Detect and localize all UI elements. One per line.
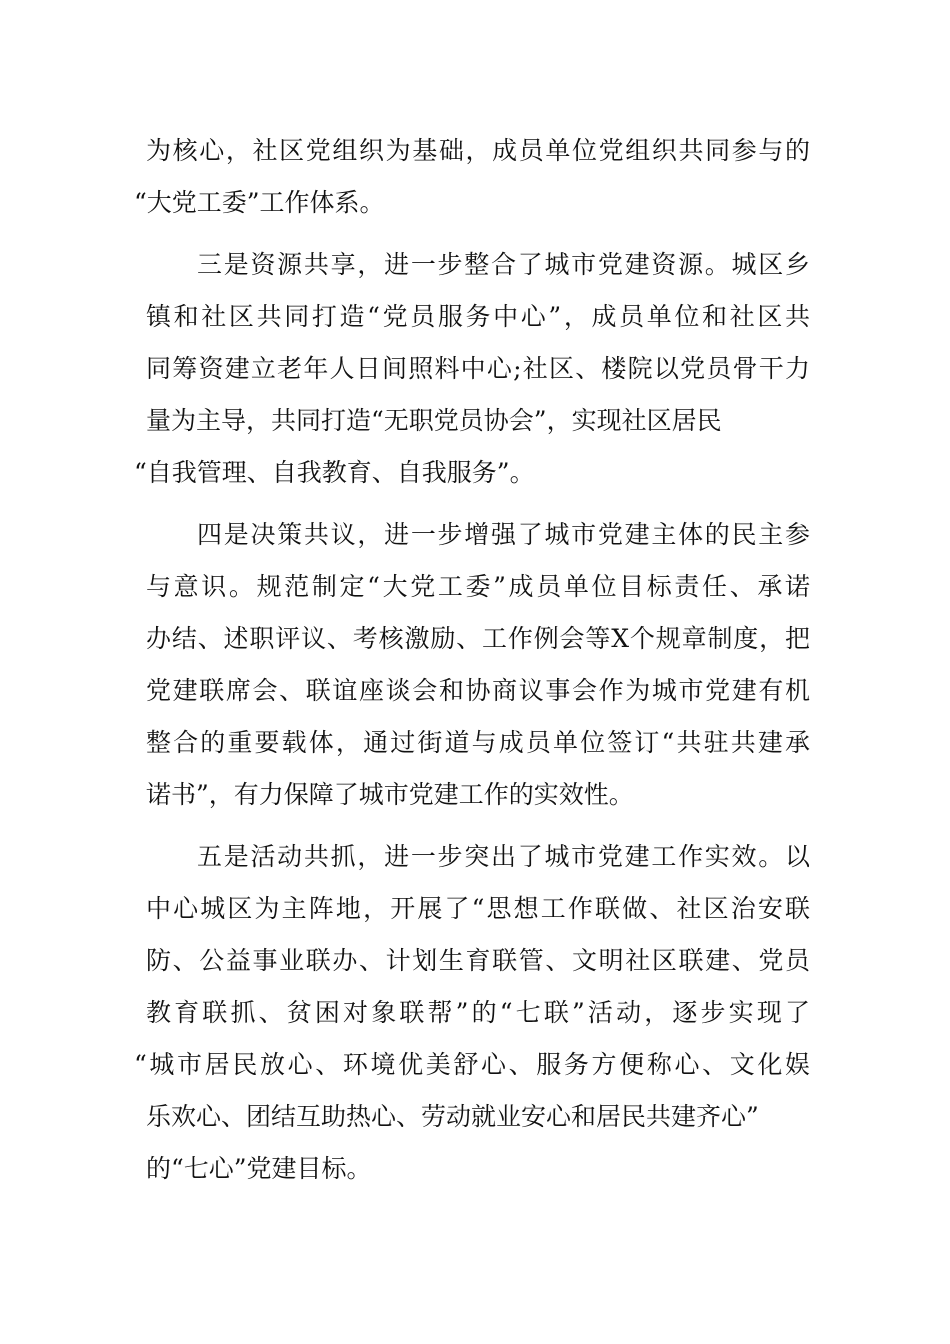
paragraph-line: 镇和社区共同打造“党员服务中心”，成员单位和社区共 (146, 302, 810, 331)
document-body (134, 132, 810, 1202)
paragraph-line: 三是资源共享，进一步整合了城市党建资源。城区乡 (197, 250, 810, 279)
paragraph-line: “城市居民放心、环境优美舒心、服务方便称心、文化娱 (134, 1050, 810, 1079)
paragraph-line: 教育联抓、贫困对象联帮”的“七联”活动，逐步实现了 (146, 998, 810, 1027)
paragraph-line: “大党工委”工作体系。 (134, 188, 385, 217)
paragraph-line: 量为主导，共同打造“无职党员协会”，实现社区居民 (146, 406, 722, 435)
paragraph-line: 的“七心”党建目标。 (146, 1154, 372, 1183)
paragraph-line: 党建联席会、联谊座谈会和协商议事会作为城市党建有机 (146, 676, 810, 705)
paragraph-line: 乐欢心、团结互助热心、劳动就业安心和居民共建齐心” (146, 1102, 759, 1131)
paragraph-joint-activities (134, 838, 810, 1202)
paragraph-resource-sharing (134, 246, 810, 506)
paragraph-line: 四是决策共议，进一步增强了城市党建主体的民主参 (197, 520, 810, 549)
paragraph-line: 五是活动共抓，进一步突出了城市党建工作实效。以 (197, 842, 810, 871)
paragraph-line: 整合的重要载体，通过街道与成员单位签订“共驻共建承 (146, 728, 810, 757)
paragraph-line: 为核心，社区党组织为基础，成员单位党组织共同参与的 (146, 136, 810, 165)
paragraph-joint-decision (146, 516, 810, 828)
paragraph-line: 与意识。规范制定“大党工委”成员单位目标责任、承诺 (146, 572, 810, 601)
paragraph-line: “自我管理、自我教育、自我服务”。 (134, 458, 535, 487)
paragraph-line: 防、公益事业联办、计划生育联管、文明社区联建、党员 (146, 946, 810, 975)
paragraph-line: 诺书”，有力保障了城市党建工作的实效性。 (146, 780, 634, 809)
paragraph-line: 中心城区为主阵地，开展了“思想工作联做、社区治安联 (146, 894, 810, 923)
paragraph-line: 办结、述职评议、考核激励、工作例会等X个规章制度，把 (146, 624, 810, 653)
paragraph-line: 同筹资建立老年人日间照料中心;社区、楼院以党员骨干力 (146, 354, 810, 383)
paragraph-continuation (134, 132, 810, 236)
